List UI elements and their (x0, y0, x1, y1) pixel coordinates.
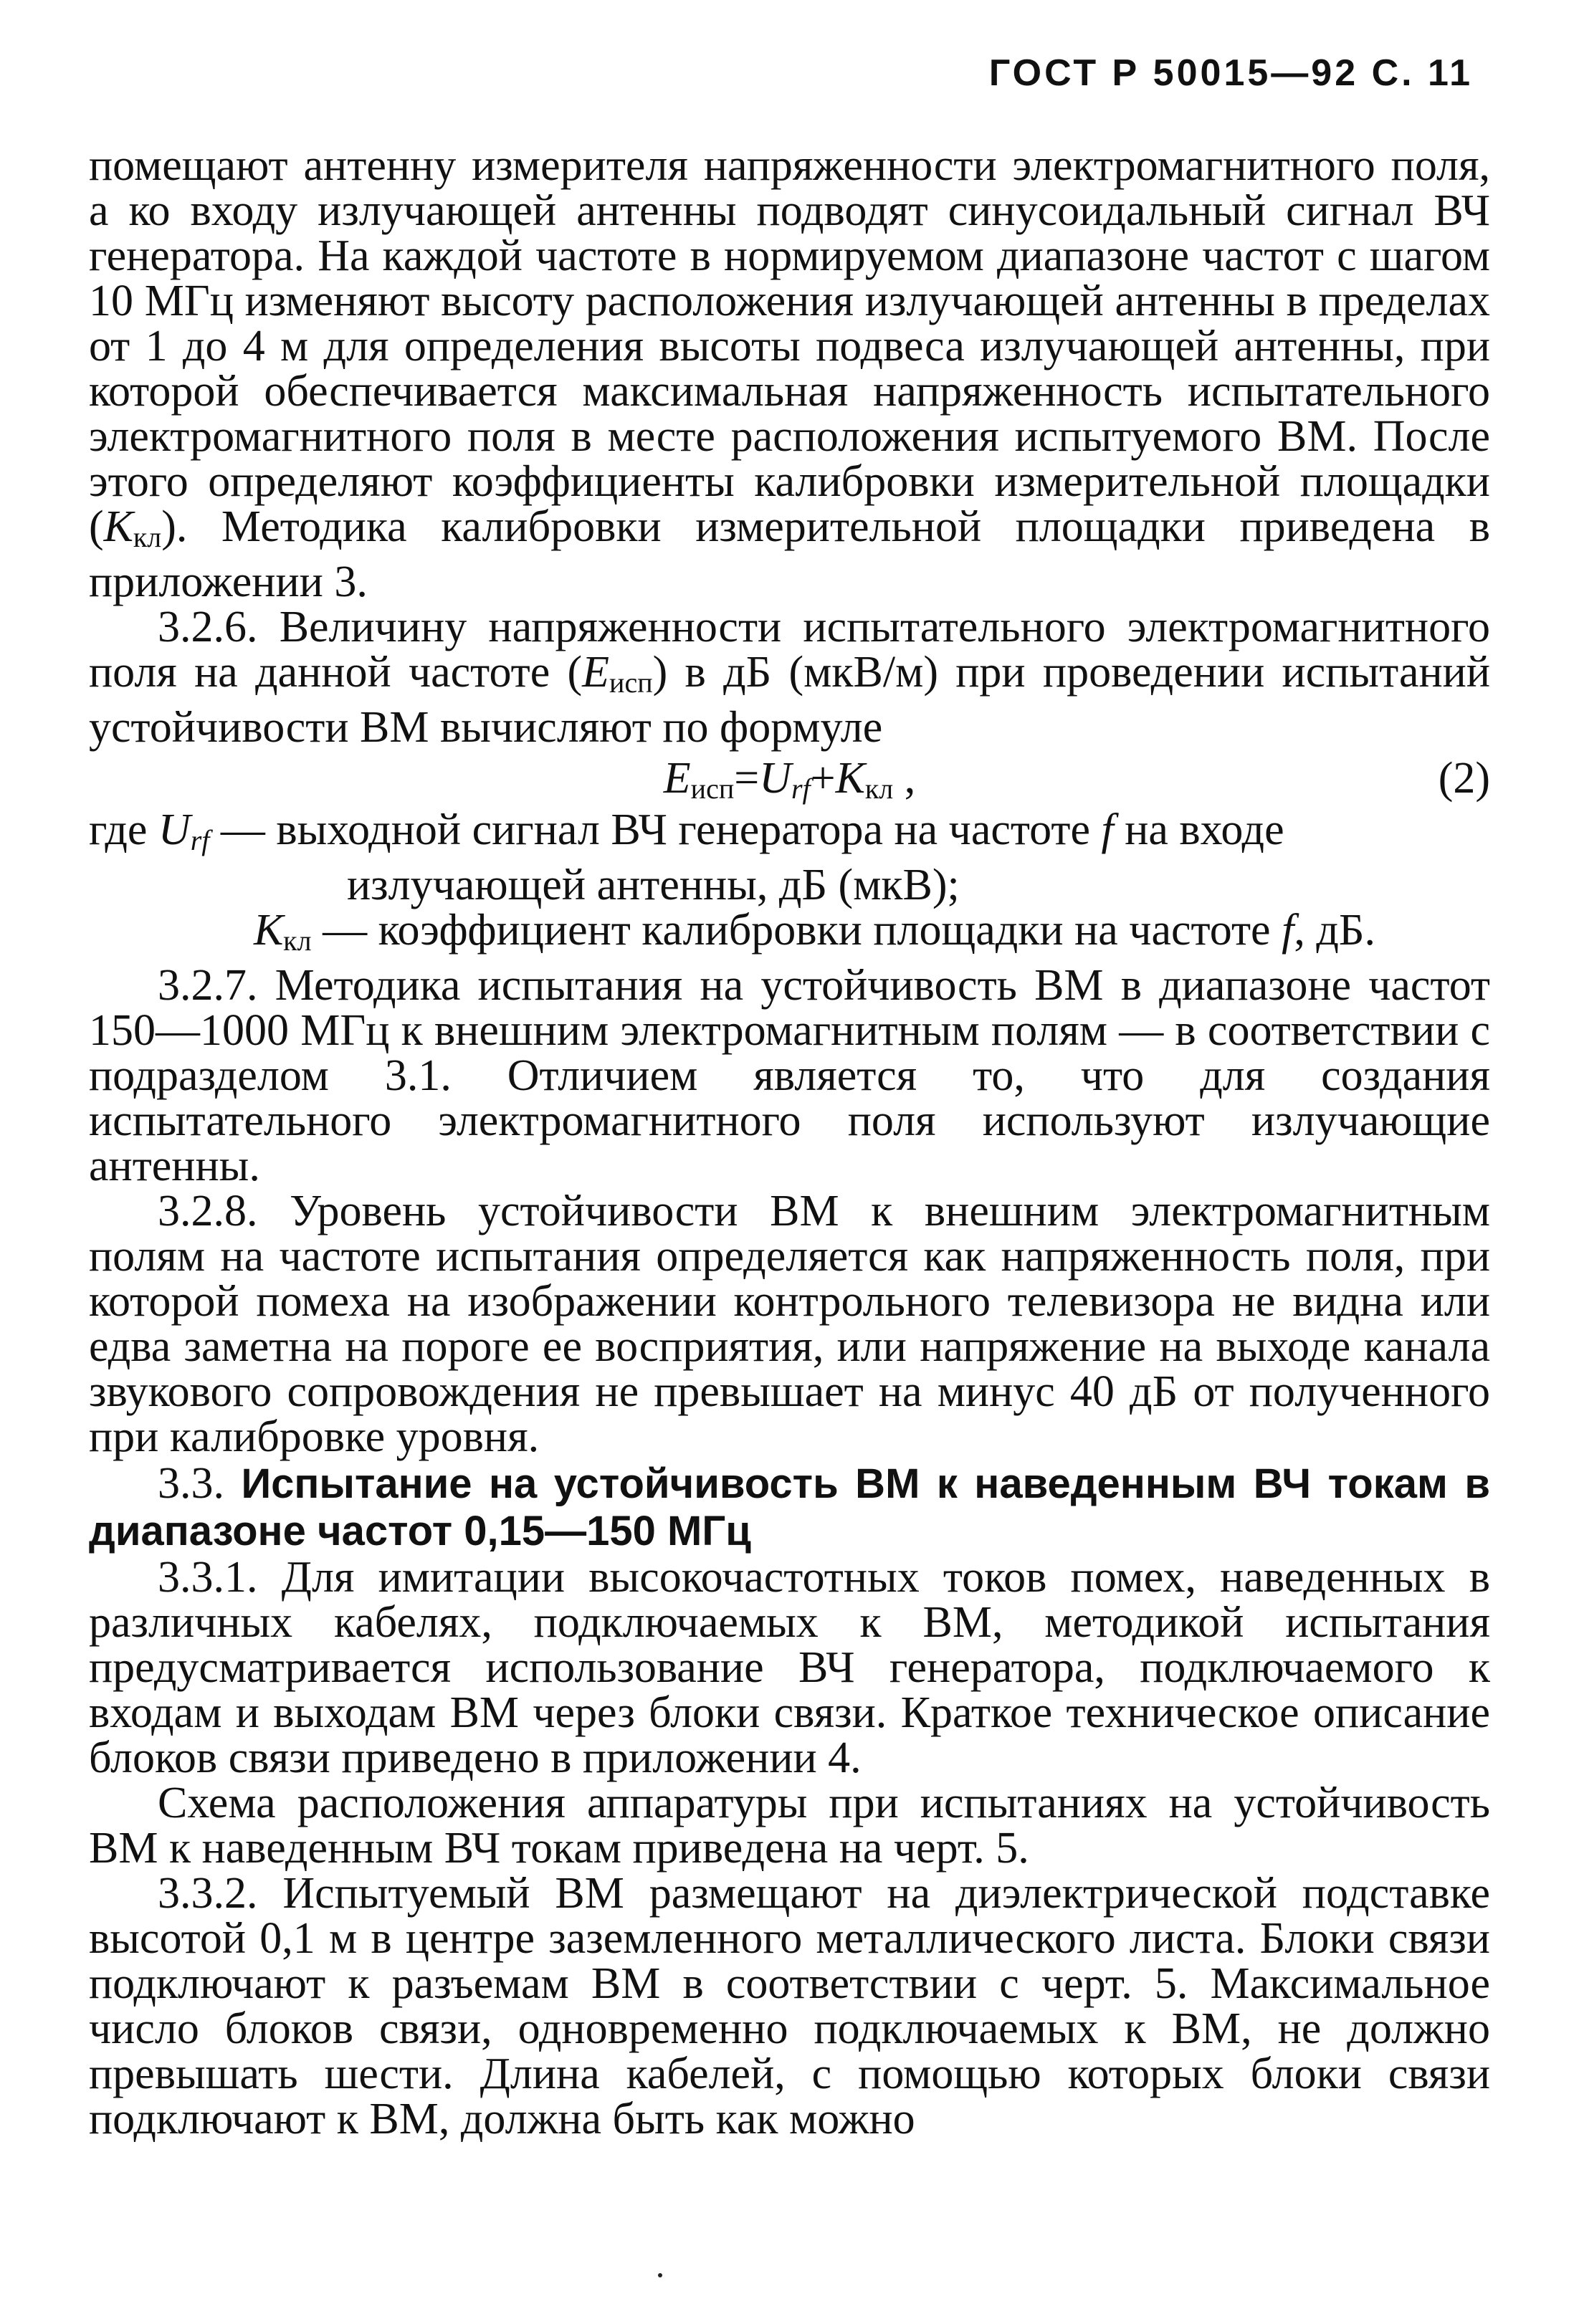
paragraph-3-3-1: 3.3.1. Для имитации высокочастотных токов помех, наведенных в различных кабелях, подключаемых к ВМ, методикой испытания предусматривается использование ВЧ генератора, подключаемого к входам и выходам ВМ через блоки связи. Краткое техническое описание блоков связи приведено в приложении 4. (89, 1553, 1490, 1782)
def-u-desc: — выходной сигнал ВЧ генератора на частоте (220, 805, 1090, 854)
formula-k-subscript: кл (864, 773, 894, 805)
formula-u-symbol: U (759, 754, 791, 803)
paragraph-scheme: Схема расположения аппаратуры при испытаниях на устойчивость ВМ к наведенным ВЧ токам приведена на черт. 5. (89, 1779, 1490, 1873)
symbol-subscript: исп (609, 666, 653, 699)
formula-number: (2) (1438, 754, 1490, 803)
formula-expression (89, 756, 1490, 811)
formula-plus: + (810, 754, 836, 803)
definition-k-kl (89, 908, 1490, 963)
paragraph-3-2-6 (89, 605, 1490, 750)
symbol-e: Е (582, 648, 610, 697)
paragraph-3-3-2: 3.3.2. Испытуемый ВМ размещают на диэлектрической подставке высотой 0,1 м в центре заземленного металлического листа. Блоки связи подключают к разъемам ВМ в соответствии с черт. 5. Максимальное число блоков связи, одновременно подключаемых к ВМ, не должно превышать шести. Длина кабелей, с помощью которых блоки связи подключают к ВМ, должна быть как можно (89, 1869, 1490, 2143)
def-k-subscript: кл (283, 924, 312, 957)
section-title: Испытание на устойчивость ВМ к наведенным ВЧ токам в диапазоне частот 0,15—150 МГц (89, 1460, 1490, 1554)
def-k-desc: — коэффициент калибровки площадки на частоте (323, 906, 1271, 955)
page-mark (658, 2273, 662, 2277)
section-heading-3-3 (89, 1460, 1490, 1555)
symbol-subscript: кл (133, 521, 162, 553)
paragraph-text: помещают антенну измерителя напряженности электромагнитного поля, а ко входу излучающей антенны подводят синусоидальный сигнал ВЧ генератора. На каждой частоте в нормируемом диапазоне частот с шагом 10 МГц изменяют высоту расположения излучающей антенны в пределах от 1 до 4 м для определения высоты подвеса излучающей антенны, при которой обеспечивается максимальная напряженность испытательного электромагнитного поля в месте расположения испытуемого ВМ. После этого определяют коэффициенты калибровки измерительной площадки ( (89, 141, 1490, 551)
paragraph-antenna-calibration (89, 143, 1490, 605)
formula-2 (89, 756, 1490, 803)
definition-u-rf-cont: излучающей антенны, дБ (мкВ); (347, 861, 960, 909)
running-header: ГОСТ Р 50015—92 С. 11 (988, 52, 1473, 94)
formula-e-subscript: исп (690, 773, 735, 805)
def-u-subscript: rf (190, 824, 210, 856)
paragraph-3-2-7: 3.2.7. Методика испытания на устойчивость ВМ в диапазоне частот 150—1000 МГц к внешним электромагнитным полям — в соответствии с подразделом 3.1. Отличием является то, что для создания испытательного электромагнитного поля используют излучающие антенны. (89, 961, 1490, 1190)
where-lead: где (89, 805, 148, 854)
formula-u-subscript: rf (791, 773, 811, 805)
formula-equals: = (734, 754, 760, 803)
paragraph-3-2-8: 3.2.8. Уровень устойчивости ВМ к внешним электромагнитным полям на частоте испытания определяется как напряженность поля, при которой помеха на изображении контрольного телевизора не видна или едва заметна на пороге ее восприятия, или напряжение на выходе канала звукового сопровождения не превышает на минус 40 дБ от полученного при калибровке уровня. (89, 1187, 1490, 1461)
formula-e-symbol: Е (663, 754, 691, 803)
def-u-symbol: U (158, 805, 191, 854)
section-number: 3.3. (158, 1459, 224, 1508)
def-k-desc-2: , дБ. (1294, 906, 1375, 955)
page-body (89, 143, 1490, 2142)
formula-k-symbol: К (835, 754, 865, 803)
where-definitions (89, 805, 1490, 963)
def-u-f: f (1101, 805, 1114, 854)
symbol-k: К (103, 502, 133, 551)
formula-comma: , (904, 754, 916, 803)
definition-u-rf (89, 805, 1490, 863)
paragraph-text-tail: ). Методика калибровки измерительной площадки приведена в приложении 3. (89, 502, 1490, 606)
paragraph-text: 3.2.6. Величину напряженности испытательного электромагнитного поля на данной частоте ( (89, 603, 1490, 697)
def-u-desc-2: на входе (1125, 805, 1284, 854)
paragraph-text-tail: ) в дБ (мкВ/м) при проведении испытаний устойчивости ВМ вычисляют по формуле (89, 648, 1491, 752)
def-k-f: f (1282, 906, 1294, 955)
def-k-symbol: К (254, 906, 284, 955)
